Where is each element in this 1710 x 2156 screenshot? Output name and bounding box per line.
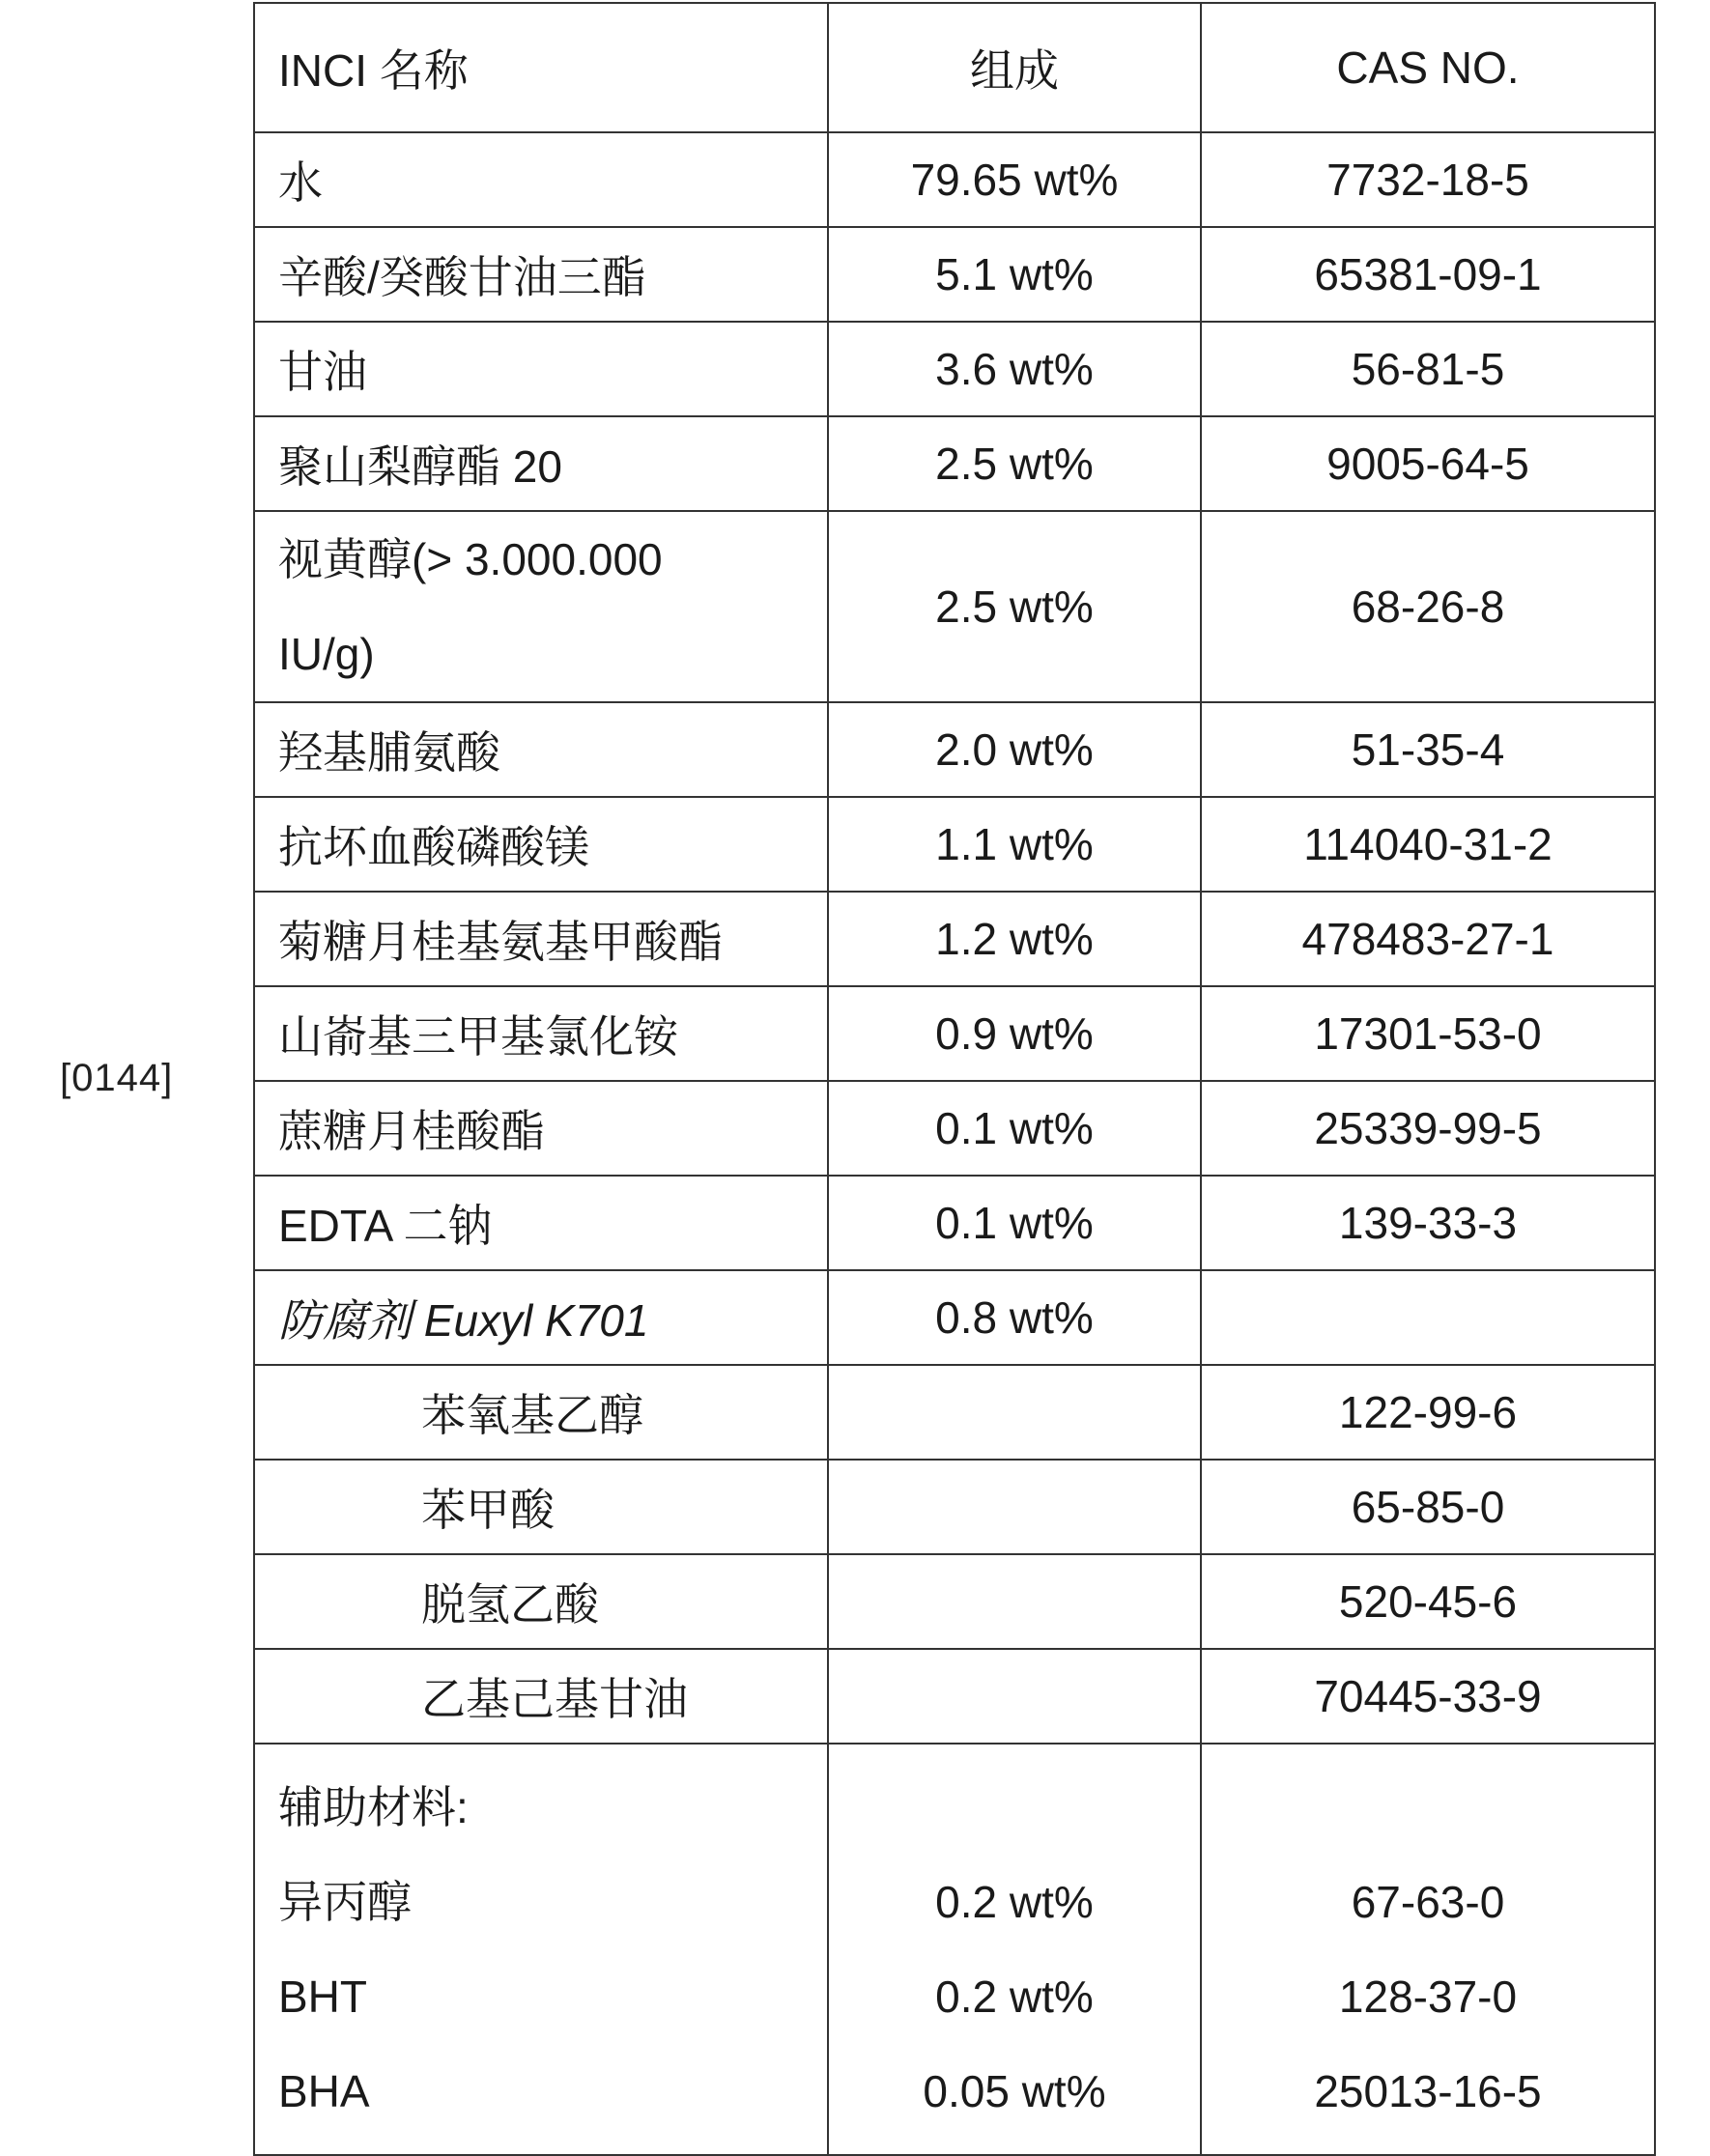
table-row bbox=[254, 132, 1655, 227]
header-inci-name: INCI 名称 bbox=[254, 3, 828, 132]
ingredient-composition: 79.65 wt% bbox=[828, 132, 1201, 227]
ingredient-composition: 0.9 wt% bbox=[828, 986, 1201, 1081]
auxiliary-names bbox=[254, 1744, 828, 2155]
table-row bbox=[254, 1081, 1655, 1176]
ingredient-cas: 68-26-8 bbox=[1201, 511, 1655, 702]
ingredient-name: 蔗糖月桂酸酯 bbox=[254, 1081, 828, 1176]
header-cas-no: CAS NO. bbox=[1201, 3, 1655, 132]
ingredient-composition bbox=[828, 1554, 1201, 1649]
ingredient-name: 山嵛基三甲基氯化铵 bbox=[254, 986, 828, 1081]
ingredient-composition: 1.1 wt% bbox=[828, 797, 1201, 892]
ingredient-name: 甘油 bbox=[254, 322, 828, 416]
ingredient-cas: 122-99-6 bbox=[1201, 1365, 1655, 1460]
ingredient-cas: 65381-09-1 bbox=[1201, 227, 1655, 322]
table-row bbox=[254, 797, 1655, 892]
ingredient-name bbox=[254, 511, 828, 702]
ingredient-cas: 51-35-4 bbox=[1201, 702, 1655, 797]
ingredient-cas bbox=[1201, 1270, 1655, 1365]
ingredient-name: 菊糖月桂基氨基甲酸酯 bbox=[254, 892, 828, 986]
ingredient-cas: 65-85-0 bbox=[1201, 1460, 1655, 1554]
ingredient-cas: 9005-64-5 bbox=[1201, 416, 1655, 511]
header-composition: 组成 bbox=[828, 3, 1201, 132]
ingredient-composition bbox=[828, 1649, 1201, 1744]
table-row-preservative bbox=[254, 1270, 1655, 1365]
ingredient-name: 防腐剂 Euxyl K701 bbox=[254, 1270, 828, 1365]
ingredient-cas: 478483-27-1 bbox=[1201, 892, 1655, 986]
table-header-row bbox=[254, 3, 1655, 132]
ingredient-name: 苯甲酸 bbox=[254, 1460, 828, 1554]
auxiliary-item-composition: 0.2 wt% bbox=[935, 1972, 1094, 2022]
ingredient-name: 抗坏血酸磷酸镁 bbox=[254, 797, 828, 892]
ingredient-name: 水 bbox=[254, 132, 828, 227]
ingredient-composition: 1.2 wt% bbox=[828, 892, 1201, 986]
ingredient-name: 聚山梨醇酯 20 bbox=[254, 416, 828, 511]
auxiliary-item-composition: 0.05 wt% bbox=[923, 2066, 1106, 2116]
table-row bbox=[254, 1176, 1655, 1270]
ingredient-composition bbox=[828, 1460, 1201, 1554]
table-row-subcomponent bbox=[254, 1554, 1655, 1649]
auxiliary-item-composition: 0.2 wt% bbox=[935, 1877, 1094, 1927]
table-row bbox=[254, 702, 1655, 797]
auxiliary-item-cas: 67-63-0 bbox=[1351, 1877, 1505, 1927]
ingredient-composition: 0.1 wt% bbox=[828, 1176, 1201, 1270]
ingredient-name-line1: 视黄醇(> 3.000.000 bbox=[278, 534, 663, 584]
table-row-subcomponent bbox=[254, 1460, 1655, 1554]
table-row-subcomponent bbox=[254, 1365, 1655, 1460]
auxiliary-cas-numbers bbox=[1201, 1744, 1655, 2155]
auxiliary-title: 辅助材料: bbox=[278, 1782, 469, 1832]
table-row bbox=[254, 986, 1655, 1081]
auxiliary-item-cas: 128-37-0 bbox=[1338, 1972, 1518, 2022]
ingredient-name: 羟基脯氨酸 bbox=[254, 702, 828, 797]
ingredient-name: 辛酸/癸酸甘油三酯 bbox=[254, 227, 828, 322]
auxiliary-compositions bbox=[828, 1744, 1201, 2155]
table-row bbox=[254, 416, 1655, 511]
ingredient-composition: 2.0 wt% bbox=[828, 702, 1201, 797]
ingredient-cas: 7732-18-5 bbox=[1201, 132, 1655, 227]
auxiliary-materials-row bbox=[254, 1744, 1655, 2155]
ingredient-composition: 2.5 wt% bbox=[828, 511, 1201, 702]
ingredient-cas: 520-45-6 bbox=[1201, 1554, 1655, 1649]
table-row bbox=[254, 227, 1655, 322]
ingredient-name: EDTA 二钠 bbox=[254, 1176, 828, 1270]
auxiliary-item-name: 异丙醇 bbox=[278, 1877, 412, 1927]
ingredient-composition: 0.1 wt% bbox=[828, 1081, 1201, 1176]
ingredient-name: 苯氧基乙醇 bbox=[254, 1365, 828, 1460]
ingredient-name: 乙基己基甘油 bbox=[254, 1649, 828, 1744]
auxiliary-item-name: BHA bbox=[278, 2066, 370, 2116]
ingredient-cas: 56-81-5 bbox=[1201, 322, 1655, 416]
ingredient-composition: 0.8 wt% bbox=[828, 1270, 1201, 1365]
ingredient-name-line2: IU/g) bbox=[278, 629, 375, 679]
ingredients-table bbox=[253, 2, 1656, 2156]
ingredient-name: 脱氢乙酸 bbox=[254, 1554, 828, 1649]
ingredient-cas: 17301-53-0 bbox=[1201, 986, 1655, 1081]
auxiliary-item-cas: 25013-16-5 bbox=[1314, 2066, 1542, 2116]
ingredient-composition: 5.1 wt% bbox=[828, 227, 1201, 322]
ingredient-cas: 25339-99-5 bbox=[1201, 1081, 1655, 1176]
paragraph-number: [0144] bbox=[60, 1057, 174, 1099]
ingredient-cas: 139-33-3 bbox=[1201, 1176, 1655, 1270]
table-row-subcomponent bbox=[254, 1649, 1655, 1744]
table-row bbox=[254, 322, 1655, 416]
table-row bbox=[254, 892, 1655, 986]
ingredient-composition: 3.6 wt% bbox=[828, 322, 1201, 416]
ingredient-cas: 70445-33-9 bbox=[1201, 1649, 1655, 1744]
ingredient-composition: 2.5 wt% bbox=[828, 416, 1201, 511]
ingredient-cas: 114040-31-2 bbox=[1201, 797, 1655, 892]
auxiliary-item-name: BHT bbox=[278, 1972, 367, 2022]
ingredient-composition bbox=[828, 1365, 1201, 1460]
table-row bbox=[254, 511, 1655, 702]
